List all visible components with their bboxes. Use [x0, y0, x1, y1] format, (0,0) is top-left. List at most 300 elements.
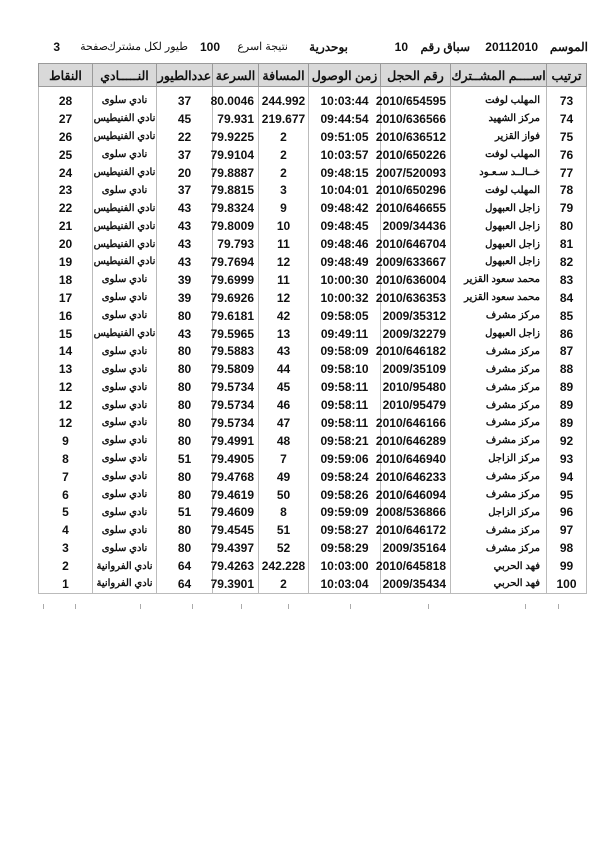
participant-cell: مركز مشرف	[451, 342, 547, 360]
rank-cell: 76	[547, 146, 587, 164]
arrival-time-cell: 10:04:01	[309, 181, 381, 199]
speed-cell: 79.7694	[213, 253, 259, 271]
bird-count: 100	[199, 40, 220, 54]
bird-count-cell: 43	[157, 325, 213, 343]
rank-cell: 92	[547, 432, 587, 450]
points-cell: 21	[39, 217, 93, 235]
rank-cell: 98	[547, 539, 587, 557]
speed-cell: 79.793	[213, 235, 259, 253]
race-location: بوحدرية	[309, 40, 348, 54]
distance-cell: 11	[259, 271, 309, 289]
distance-cell: 242.228	[259, 557, 309, 575]
points-cell: 5	[39, 503, 93, 521]
points-cell: 12	[39, 414, 93, 432]
points-cell: 15	[39, 325, 93, 343]
club-cell: نادي الفنيطيس	[93, 110, 157, 128]
points-cell: 14	[39, 342, 93, 360]
club-cell: نادي الفنيطيس	[93, 217, 157, 235]
ring-cell: 2010/646166	[381, 414, 451, 432]
ring-cell: 2010/636004	[381, 271, 451, 289]
points-cell: 28	[39, 92, 93, 110]
arrival-time-cell: 09:58:26	[309, 486, 381, 504]
table-row	[39, 450, 587, 468]
table-row	[39, 110, 587, 128]
table-row	[39, 92, 587, 110]
ring-cell: 2010/646094	[381, 486, 451, 504]
speed-cell: 80.0046	[213, 92, 259, 110]
ring-cell: 2010/636566	[381, 110, 451, 128]
speed-cell: 79.9104	[213, 146, 259, 164]
rank-cell: 84	[547, 289, 587, 307]
participant-cell: محمد سعود القزير	[451, 289, 547, 307]
table-row	[39, 217, 587, 235]
speed-cell: 79.4263	[213, 557, 259, 575]
ring-cell: 2009/32279	[381, 325, 451, 343]
club-cell: نادي سلوى	[93, 450, 157, 468]
club-cell: نادي سلوى	[93, 271, 157, 289]
speed-cell: 79.6926	[213, 289, 259, 307]
speed-cell: 79.4619	[213, 486, 259, 504]
race-label: سباق رقم	[420, 40, 470, 54]
ring-cell: 2010/646289	[381, 432, 451, 450]
points-cell: 8	[39, 450, 93, 468]
rank-cell: 85	[547, 307, 587, 325]
club-cell: نادي سلوى	[93, 468, 157, 486]
arrival-time-cell: 09:59:09	[309, 503, 381, 521]
rank-cell: 89	[547, 396, 587, 414]
points-cell: 3	[39, 539, 93, 557]
table-row	[39, 378, 587, 396]
ring-cell: 2010/646655	[381, 199, 451, 217]
bird-count-cell: 80	[157, 378, 213, 396]
club-cell: نادي سلوى	[93, 181, 157, 199]
bird-count-cell: 64	[157, 575, 213, 593]
ring-cell: 2009/35312	[381, 307, 451, 325]
ring-cell: 2010/636353	[381, 289, 451, 307]
table-row	[39, 575, 587, 593]
participant-cell: مركز الزاجل	[451, 450, 547, 468]
distance-cell: 52	[259, 539, 309, 557]
bird-count-cell: 80	[157, 342, 213, 360]
club-cell: نادي سلوى	[93, 360, 157, 378]
col-points-header: النقاط	[39, 64, 93, 87]
col-speed-header: السرعة	[213, 64, 259, 87]
participant-cell: زاجل العبهول	[451, 217, 547, 235]
speed-cell: 79.4397	[213, 539, 259, 557]
club-cell: نادي سلوى	[93, 539, 157, 557]
participant-cell: محمد سعود القزير	[451, 271, 547, 289]
rank-cell: 93	[547, 450, 587, 468]
distance-cell: 50	[259, 486, 309, 504]
speed-cell: 79.5883	[213, 342, 259, 360]
arrival-time-cell: 09:48:49	[309, 253, 381, 271]
table-row	[39, 164, 587, 182]
arrival-time-cell: 10:03:44	[309, 92, 381, 110]
participant-cell: المهلب لوفت	[451, 92, 547, 110]
distance-cell: 7	[259, 450, 309, 468]
table-row	[39, 253, 587, 271]
bird-count-cell: 80	[157, 360, 213, 378]
rank-cell: 96	[547, 503, 587, 521]
rank-cell: 74	[547, 110, 587, 128]
speed-cell: 79.8815	[213, 181, 259, 199]
ring-cell: 2010/95479	[381, 396, 451, 414]
bird-count-cell: 39	[157, 289, 213, 307]
per-participant-label: طيور لكل مشترك	[106, 41, 188, 53]
season-label: الموسم	[549, 40, 588, 54]
points-cell: 18	[39, 271, 93, 289]
table-row	[39, 307, 587, 325]
bird-count-cell: 80	[157, 539, 213, 557]
race-title-line	[40, 40, 588, 60]
bird-count-cell: 20	[157, 164, 213, 182]
club-cell: نادي الفنيطيس	[93, 253, 157, 271]
points-cell: 27	[39, 110, 93, 128]
points-cell: 9	[39, 432, 93, 450]
col-ring-header: رقم الحجل	[381, 64, 451, 87]
distance-cell: 12	[259, 289, 309, 307]
participant-cell: مركز مشرف	[451, 414, 547, 432]
arrival-time-cell: 09:58:05	[309, 307, 381, 325]
table-row	[39, 146, 587, 164]
rank-cell: 100	[547, 575, 587, 593]
bird-count-cell: 80	[157, 521, 213, 539]
points-cell: 17	[39, 289, 93, 307]
ring-cell: 2009/35164	[381, 539, 451, 557]
distance-cell: 46	[259, 396, 309, 414]
points-cell: 25	[39, 146, 93, 164]
page-tick-marks	[40, 604, 588, 610]
points-cell: 19	[39, 253, 93, 271]
participant-cell: خــالــد سـعـود	[451, 164, 547, 182]
participant-cell: مركز مشرف	[451, 521, 547, 539]
distance-cell: 43	[259, 342, 309, 360]
club-cell: نادي سلوى	[93, 432, 157, 450]
club-cell: نادي الفنيطيس	[93, 164, 157, 182]
ring-cell: 2007/520093	[381, 164, 451, 182]
distance-cell: 244.992	[259, 92, 309, 110]
club-cell: نادي سلوى	[93, 307, 157, 325]
participant-cell: فهد الحربي	[451, 557, 547, 575]
club-cell: نادي سلوى	[93, 396, 157, 414]
participant-cell: زاجل العبهول	[451, 253, 547, 271]
participant-cell: المهلب لوفت	[451, 146, 547, 164]
table-row	[39, 325, 587, 343]
participant-cell: مركز مشرف	[451, 378, 547, 396]
club-cell: نادي سلوى	[93, 342, 157, 360]
season-value: 20112010	[485, 40, 538, 54]
speed-cell: 79.8324	[213, 199, 259, 217]
distance-cell: 11	[259, 235, 309, 253]
table-row	[39, 199, 587, 217]
arrival-time-cell: 09:58:24	[309, 468, 381, 486]
points-cell: 12	[39, 396, 93, 414]
table-row	[39, 360, 587, 378]
header-row	[39, 64, 587, 87]
participant-cell: مركز مشرف	[451, 539, 547, 557]
arrival-time-cell: 09:48:15	[309, 164, 381, 182]
participant-cell: مركز الزاجل	[451, 503, 547, 521]
participant-cell: زاجل العبهول	[451, 235, 547, 253]
distance-cell: 2	[259, 575, 309, 593]
distance-cell: 49	[259, 468, 309, 486]
col-club-header: النـــــادي	[93, 64, 157, 87]
table-row	[39, 557, 587, 575]
speed-cell: 79.4991	[213, 432, 259, 450]
arrival-time-cell: 09:58:11	[309, 396, 381, 414]
ring-cell: 2009/35109	[381, 360, 451, 378]
table-row	[39, 432, 587, 450]
ring-cell: 2010/646704	[381, 235, 451, 253]
page-label: صفحة	[80, 41, 108, 53]
points-cell: 22	[39, 199, 93, 217]
table-row	[39, 503, 587, 521]
arrival-time-cell: 10:03:04	[309, 575, 381, 593]
club-cell: نادي سلوى	[93, 92, 157, 110]
table-row	[39, 521, 587, 539]
table-row	[39, 289, 587, 307]
rank-cell: 78	[547, 181, 587, 199]
distance-cell: 2	[259, 164, 309, 182]
table-row	[39, 468, 587, 486]
ring-cell: 2010/650296	[381, 181, 451, 199]
club-cell: نادي سلوى	[93, 378, 157, 396]
distance-cell: 2	[259, 146, 309, 164]
table-row	[39, 342, 587, 360]
club-cell: نادي سلوى	[93, 414, 157, 432]
rank-cell: 75	[547, 128, 587, 146]
club-cell: نادي الفنيطيس	[93, 325, 157, 343]
participant-cell: زاجل العبهول	[451, 199, 547, 217]
participant-cell: مركز مشرف	[451, 396, 547, 414]
arrival-time-cell: 09:58:11	[309, 378, 381, 396]
distance-cell: 12	[259, 253, 309, 271]
bird-count-cell: 80	[157, 307, 213, 325]
table-row	[39, 539, 587, 557]
bird-count-cell: 43	[157, 253, 213, 271]
rank-cell: 73	[547, 92, 587, 110]
speed-cell: 79.4905	[213, 450, 259, 468]
participant-cell: مركز مشرف	[451, 360, 547, 378]
speed-cell: 79.3901	[213, 575, 259, 593]
table-row	[39, 235, 587, 253]
arrival-time-cell: 10:00:30	[309, 271, 381, 289]
club-cell: نادي سلوى	[93, 146, 157, 164]
speed-cell: 79.6181	[213, 307, 259, 325]
speed-cell: 79.8009	[213, 217, 259, 235]
points-cell: 12	[39, 378, 93, 396]
ring-cell: 2009/633667	[381, 253, 451, 271]
rank-cell: 80	[547, 217, 587, 235]
rank-cell: 94	[547, 468, 587, 486]
rank-cell: 79	[547, 199, 587, 217]
arrival-time-cell: 09:49:11	[309, 325, 381, 343]
points-cell: 23	[39, 181, 93, 199]
col-rank-header: ترتيب	[547, 64, 587, 87]
points-cell: 26	[39, 128, 93, 146]
points-cell: 2	[39, 557, 93, 575]
rank-cell: 89	[547, 378, 587, 396]
bird-count-cell: 22	[157, 128, 213, 146]
club-cell: نادي سلوى	[93, 486, 157, 504]
participant-cell: مركز الشهيد	[451, 110, 547, 128]
rank-cell: 83	[547, 271, 587, 289]
arrival-time-cell: 09:44:54	[309, 110, 381, 128]
speed-cell: 79.5965	[213, 325, 259, 343]
speed-cell: 79.8887	[213, 164, 259, 182]
bird-count-cell: 37	[157, 181, 213, 199]
rank-cell: 82	[547, 253, 587, 271]
speed-cell: 79.9225	[213, 128, 259, 146]
participant-cell: مركز مشرف	[451, 468, 547, 486]
arrival-time-cell: 09:58:10	[309, 360, 381, 378]
participant-cell: فواز القزير	[451, 128, 547, 146]
arrival-time-cell: 09:58:09	[309, 342, 381, 360]
table-body	[39, 87, 587, 594]
rank-cell: 89	[547, 414, 587, 432]
rank-cell: 97	[547, 521, 587, 539]
table-row	[39, 271, 587, 289]
arrival-time-cell: 09:48:42	[309, 199, 381, 217]
points-cell: 1	[39, 575, 93, 593]
ring-cell: 2009/35434	[381, 575, 451, 593]
club-cell: نادي الفنيطيس	[93, 199, 157, 217]
points-cell: 6	[39, 486, 93, 504]
rank-cell: 81	[547, 235, 587, 253]
arrival-time-cell: 09:58:11	[309, 414, 381, 432]
table-row	[39, 486, 587, 504]
speed-cell: 79.4609	[213, 503, 259, 521]
points-cell: 4	[39, 521, 93, 539]
bird-count-cell: 80	[157, 468, 213, 486]
distance-cell: 3	[259, 181, 309, 199]
arrival-time-cell: 09:48:45	[309, 217, 381, 235]
table-row	[39, 181, 587, 199]
table-row	[39, 396, 587, 414]
ring-cell: 2009/34436	[381, 217, 451, 235]
distance-cell: 2	[259, 128, 309, 146]
ring-cell: 2010/654595	[381, 92, 451, 110]
distance-cell: 45	[259, 378, 309, 396]
club-cell: نادي الفنيطيس	[93, 235, 157, 253]
bird-count-cell: 43	[157, 199, 213, 217]
speed-cell: 79.5734	[213, 414, 259, 432]
rank-cell: 88	[547, 360, 587, 378]
speed-cell: 79.4545	[213, 521, 259, 539]
distance-cell: 9	[259, 199, 309, 217]
distance-cell: 219.677	[259, 110, 309, 128]
arrival-time-cell: 09:58:21	[309, 432, 381, 450]
col-distance-header: المسافة	[259, 64, 309, 87]
rank-cell: 77	[547, 164, 587, 182]
participant-cell: المهلب لوفت	[451, 181, 547, 199]
bird-count-cell: 51	[157, 450, 213, 468]
distance-cell: 48	[259, 432, 309, 450]
arrival-time-cell: 09:58:29	[309, 539, 381, 557]
points-cell: 16	[39, 307, 93, 325]
rank-cell: 87	[547, 342, 587, 360]
ring-cell: 2010/636512	[381, 128, 451, 146]
club-cell: نادي سلوى	[93, 503, 157, 521]
ring-cell: 2010/95480	[381, 378, 451, 396]
race-number: 10	[394, 40, 408, 54]
arrival-time-cell: 10:03:00	[309, 557, 381, 575]
ring-cell: 2010/646233	[381, 468, 451, 486]
ring-cell: 2010/645818	[381, 557, 451, 575]
participant-cell: زاجل العبهول	[451, 325, 547, 343]
arrival-time-cell: 10:00:32	[309, 289, 381, 307]
ring-cell: 2010/650226	[381, 146, 451, 164]
bird-count-cell: 39	[157, 271, 213, 289]
arrival-time-cell: 09:58:27	[309, 521, 381, 539]
points-cell: 13	[39, 360, 93, 378]
ring-cell: 2010/646182	[381, 342, 451, 360]
bird-count-cell: 80	[157, 414, 213, 432]
distance-cell: 44	[259, 360, 309, 378]
bird-count-cell: 37	[157, 92, 213, 110]
distance-cell: 42	[259, 307, 309, 325]
participant-cell: مركز مشرف	[451, 486, 547, 504]
bird-count-cell: 45	[157, 110, 213, 128]
club-cell: نادي الفروانية	[93, 557, 157, 575]
col-participant-header: اســــم المشــترك	[451, 64, 547, 87]
participant-cell: فهد الحربي	[451, 575, 547, 593]
arrival-time-cell: 09:48:46	[309, 235, 381, 253]
distance-cell: 47	[259, 414, 309, 432]
col-bird-count-header: عددالطيور	[157, 64, 213, 87]
table-row	[39, 414, 587, 432]
results-table	[38, 63, 587, 594]
rank-cell: 86	[547, 325, 587, 343]
speed-cell: 79.5734	[213, 396, 259, 414]
speed-cell: 79.5734	[213, 378, 259, 396]
speed-cell: 79.6999	[213, 271, 259, 289]
points-cell: 20	[39, 235, 93, 253]
club-cell: نادي سلوى	[93, 521, 157, 539]
rank-cell: 95	[547, 486, 587, 504]
points-cell: 24	[39, 164, 93, 182]
speed-cell: 79.4768	[213, 468, 259, 486]
distance-cell: 13	[259, 325, 309, 343]
club-cell: نادي الفنيطيس	[93, 128, 157, 146]
participant-cell: مركز مشرف	[451, 432, 547, 450]
points-cell: 7	[39, 468, 93, 486]
col-arrival-time-header: زمن الوصول	[309, 64, 381, 87]
bird-count-cell: 80	[157, 486, 213, 504]
bird-count-cell: 64	[157, 557, 213, 575]
distance-cell: 8	[259, 503, 309, 521]
distance-cell: 10	[259, 217, 309, 235]
bird-count-cell: 80	[157, 432, 213, 450]
page-number: 3	[53, 40, 60, 54]
bird-count-cell: 51	[157, 503, 213, 521]
arrival-time-cell: 10:03:57	[309, 146, 381, 164]
club-cell: نادي سلوى	[93, 289, 157, 307]
bird-count-cell: 37	[157, 146, 213, 164]
result-label: نتيجة اسرع	[237, 41, 288, 53]
speed-cell: 79.931	[213, 110, 259, 128]
club-cell: نادي الفروانية	[93, 575, 157, 593]
bird-count-cell: 43	[157, 235, 213, 253]
bird-count-cell: 43	[157, 217, 213, 235]
ring-cell: 2008/536866	[381, 503, 451, 521]
distance-cell: 51	[259, 521, 309, 539]
arrival-time-cell: 09:51:05	[309, 128, 381, 146]
ring-cell: 2010/646940	[381, 450, 451, 468]
bird-count-cell: 80	[157, 396, 213, 414]
arrival-time-cell: 09:59:06	[309, 450, 381, 468]
participant-cell: مركز مشرف	[451, 307, 547, 325]
